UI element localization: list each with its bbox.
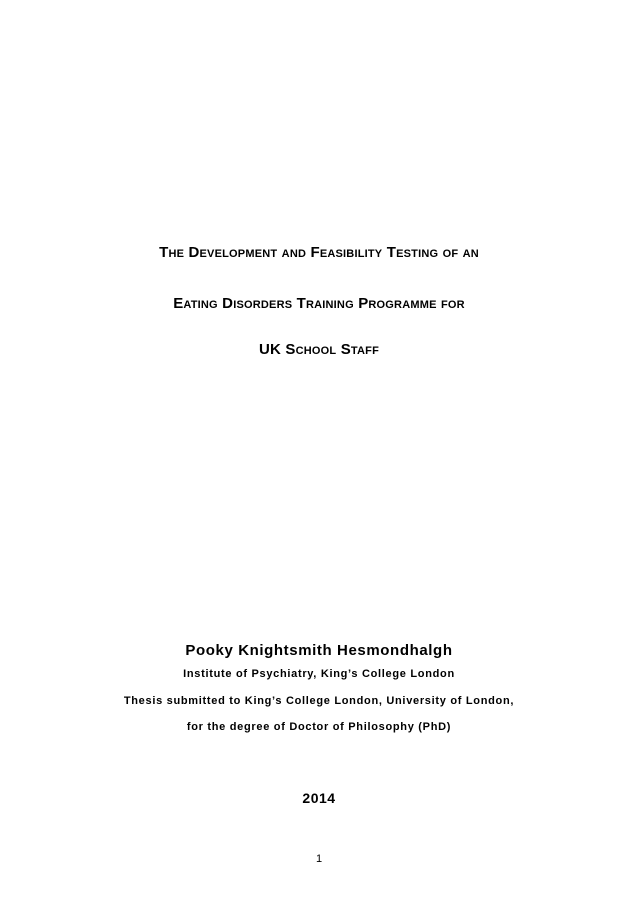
thesis-statement-line-1: Thesis submitted to King’s College London, University of London, bbox=[123, 695, 515, 707]
author-name: Pooky Knightsmith Hesmondhalgh bbox=[185, 642, 453, 659]
title-line-3: UK School Staff bbox=[258, 341, 379, 358]
thesis-statement-line-2: for the degree of Doctor of Philosophy (PhD) bbox=[186, 721, 452, 733]
year: 2014 bbox=[302, 790, 336, 806]
title-line-2: Eating Disorders Training Programme for bbox=[173, 295, 465, 312]
page-number: 1 bbox=[315, 853, 323, 865]
title-line-1: The Development and Feasibility Testing of an bbox=[159, 244, 479, 261]
institution: Institute of Psychiatry, King’s College London bbox=[183, 668, 455, 680]
